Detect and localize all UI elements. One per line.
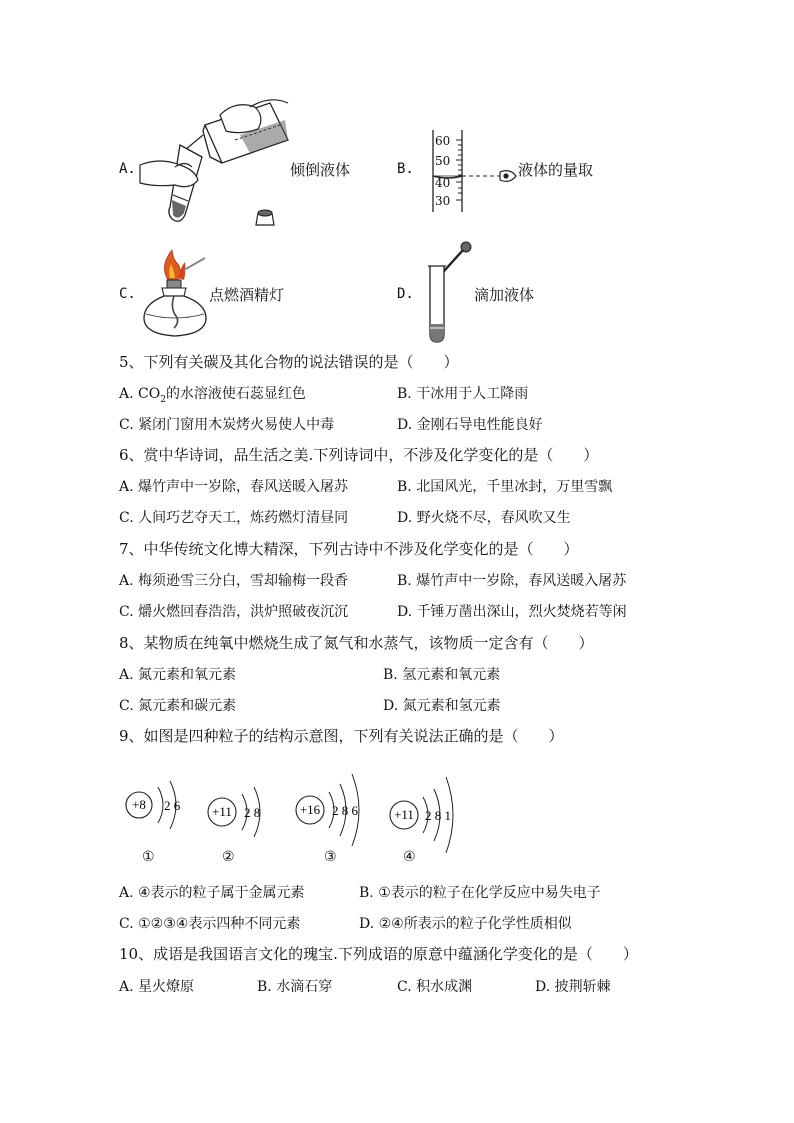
question-stem: 6、赏中华诗词，品生活之美.下列诗词中，不涉及化学变化的是（ ）: [119, 446, 599, 464]
nucleus-label: +11: [212, 804, 232, 819]
scale-mark-30: 30: [435, 194, 451, 208]
q4-option-a-letter: A.: [119, 161, 136, 177]
atom-structure-diagram: [386, 765, 471, 850]
nucleus-label: +16: [299, 802, 321, 817]
q4-option-a-caption: 倾倒液体: [290, 161, 351, 179]
option-b: B. 干冰用于人工降雨: [397, 386, 529, 402]
pouring-liquid-illustration: [140, 95, 290, 235]
q4-option-b-letter: B.: [397, 161, 414, 177]
question-stem: 7、中华传统文化博大精深，下列古诗中不涉及化学变化的是（ ）: [119, 540, 579, 558]
option-b: B. 爆竹声中一岁除，春风送暖入屠苏: [397, 573, 627, 589]
option-a: A. 梅须逊雪三分白，雪却输梅一段香: [119, 573, 349, 589]
scale-mark-50: 50: [435, 154, 451, 168]
option-a: [119, 383, 306, 405]
option-c: C. 爝火燃回春浩浩，洪炉照破夜沉沉: [119, 604, 349, 620]
option-c: C. 氮元素和碳元素: [119, 698, 237, 714]
question-stem: 10、成语是我国语言文化的瑰宝.下列成语的原意中蕴涵化学变化的是（ ）: [119, 945, 638, 963]
option-d: D. 金刚石导电性能良好: [397, 417, 543, 433]
question-stem: 5、下列有关碳及其化合物的说法错误的是（ ）: [119, 353, 459, 371]
option-c: C. 人间巧艺夺天工，炼药燃灯清昼同: [119, 510, 349, 526]
q4-option-d-caption: 滴加液体: [474, 286, 535, 304]
particle-label-2: ②: [222, 849, 235, 865]
particle-label-3: ③: [324, 849, 337, 865]
atom-structure-diagram: [206, 775, 276, 845]
option-d: D. 氮元素和氢元素: [383, 698, 501, 714]
electron-config: 2 8 6: [332, 803, 358, 818]
option-a: A. ④表示的粒子属于金属元素: [119, 885, 305, 901]
option-a-suffix: 的水溶液使石蕊显红色: [165, 386, 306, 402]
electron-config: 2 8: [244, 805, 261, 820]
option-a-prefix: A. CO: [119, 386, 161, 402]
co2-subscript: 2: [160, 394, 166, 405]
particle-label-4: ④: [403, 849, 416, 865]
question-stem: 8、某物质在纯氧中燃烧生成了氮气和水蒸气，该物质一定含有（ ）: [119, 634, 594, 652]
option-b: B. 北国风光，千里冰封，万里雪飘: [397, 479, 613, 495]
option-b: B. 氢元素和氧元素: [383, 667, 501, 683]
option-a: A. 爆竹声中一岁除，春风送暖入屠苏: [119, 479, 349, 495]
atom-structure-diagram: [124, 770, 194, 840]
option-b: B. 水滴石穿: [257, 979, 333, 995]
nucleus-label: +11: [394, 807, 414, 822]
option-a: A. 氮元素和氧元素: [119, 667, 237, 683]
option-c: C. 紧闭门窗用木炭烤火易使人中毒: [119, 417, 335, 433]
electron-config: 2 8 1: [425, 808, 451, 823]
q4-option-b-caption: 液体的量取: [518, 161, 594, 179]
scale-mark-60: 60: [435, 134, 451, 148]
scale-mark-40: 40: [435, 176, 451, 190]
option-d: D. 千锤万凿出深山，烈火焚烧若等闲: [397, 604, 627, 620]
option-c: C. 积水成渊: [397, 979, 473, 995]
electron-config: 2 6: [164, 798, 181, 813]
question-stem: 9、如图是四种粒子的结构示意图，下列有关说法正确的是（ ）: [119, 727, 564, 745]
q4-option-d-letter: D.: [397, 286, 414, 302]
nucleus-label: +8: [132, 797, 146, 812]
particle-label-1: ①: [142, 849, 155, 865]
option-d: D. 披荆斩棘: [535, 979, 611, 995]
option-c: C. ①②③④表示四种不同元素: [119, 916, 301, 932]
option-d: D. ②④所表示的粒子化学性质相似: [359, 916, 572, 932]
dropper-test-tube-illustration: [420, 238, 475, 343]
alcohol-lamp-illustration: [140, 250, 215, 342]
atom-structure-diagram: [294, 762, 379, 847]
q4-option-c-letter: C.: [119, 286, 136, 302]
option-a: A. 星火燎原: [119, 979, 195, 995]
q4-option-c-caption: 点燃酒精灯: [209, 286, 285, 304]
option-d: D. 野火烧不尽，春风吹又生: [397, 510, 571, 526]
option-b: B. ①表示的粒子在化学反应中易失电子: [359, 885, 601, 901]
